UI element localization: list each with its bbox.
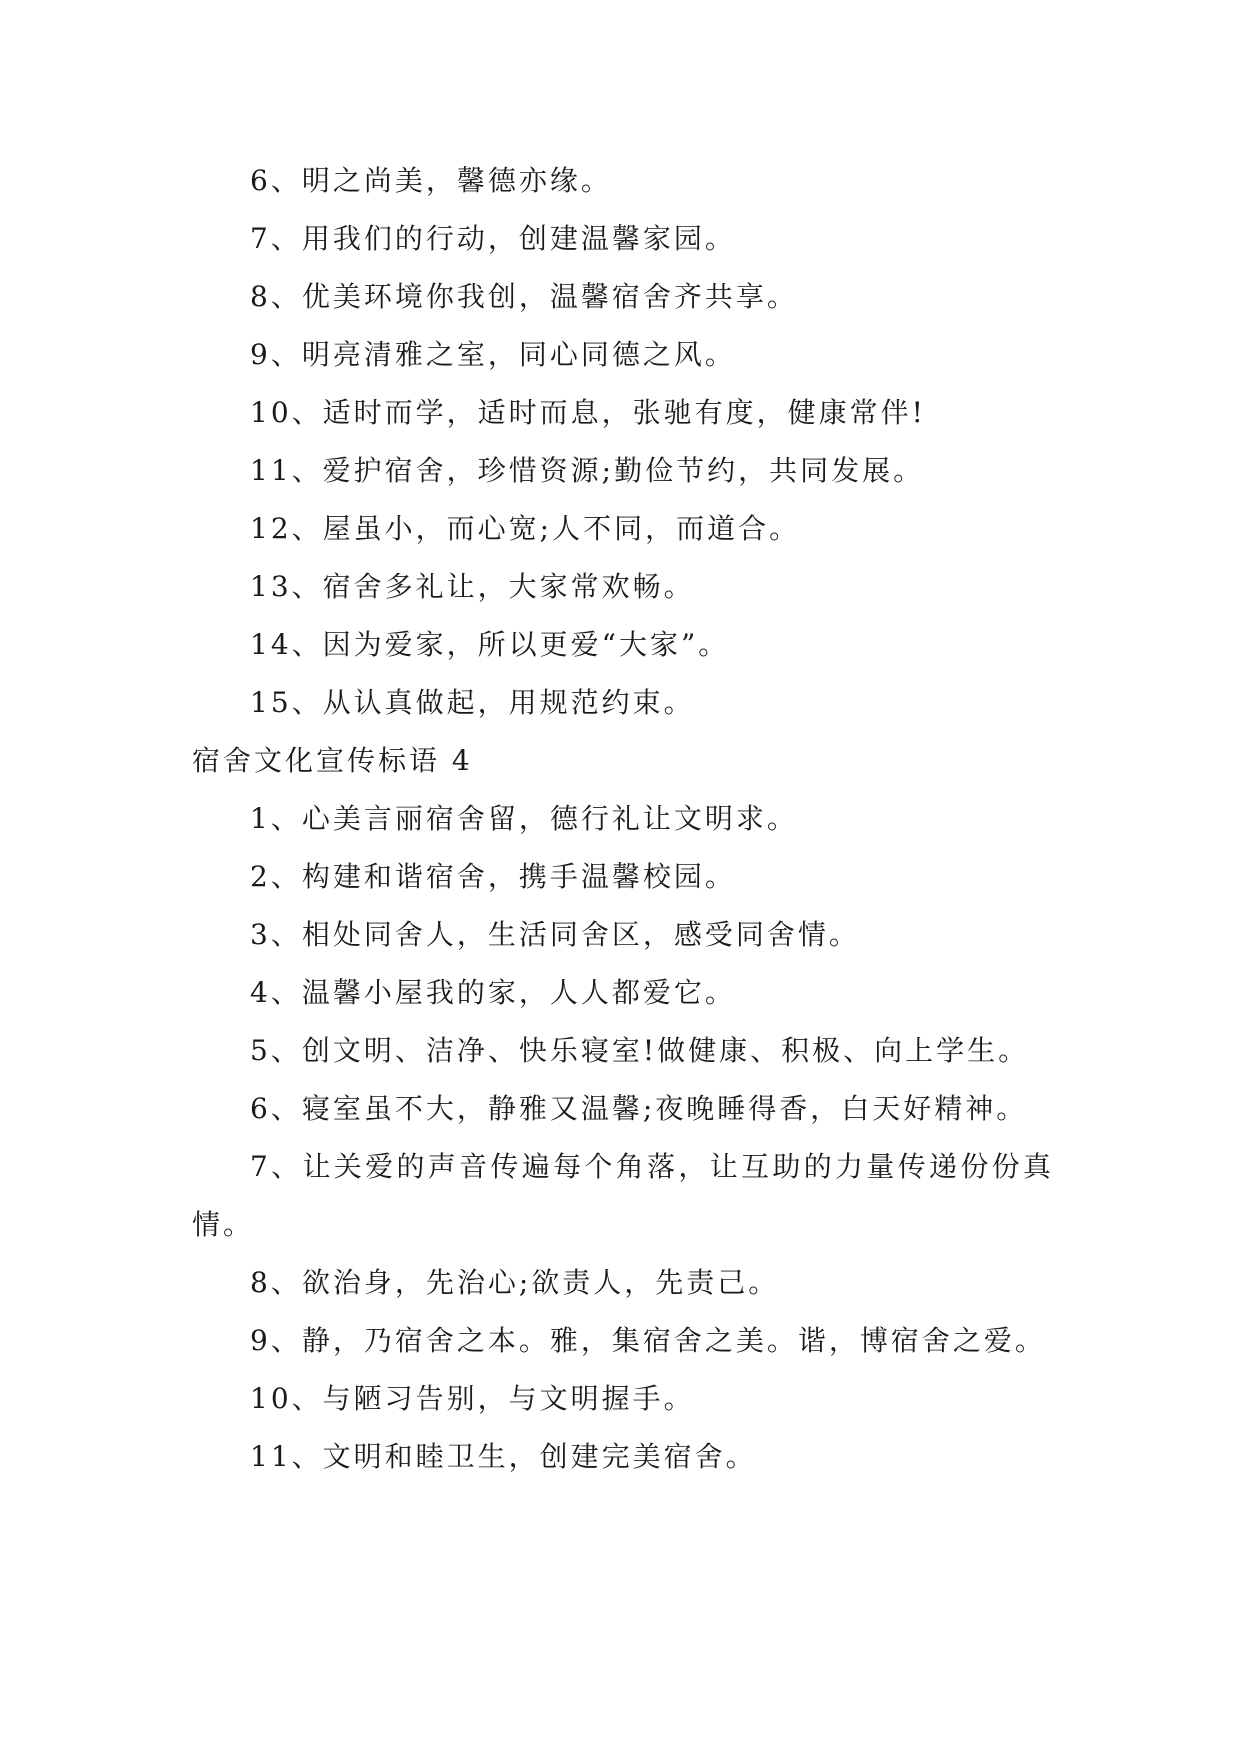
- list-item: 7、用我们的行动，创建温馨家园。: [250, 222, 736, 255]
- list-item: 13、宿舍多礼让，大家常欢畅。: [250, 570, 695, 603]
- list-item: 11、文明和睦卫生，创建完美宿舍。: [250, 1440, 757, 1473]
- list-item: 10、与陋习告别，与文明握手。: [250, 1382, 695, 1415]
- list-item: 11、爱护宿舍，珍惜资源;勤俭节约，共同发展。: [250, 454, 925, 487]
- list-item: 8、欲治身，先治心;欲责人，先责己。: [250, 1266, 780, 1299]
- list-item: 5、创文明、洁净、快乐寝室!做健康、积极、向上学生。: [250, 1034, 1030, 1067]
- list-item: 8、优美环境你我创，温馨宿舍齐共享。: [250, 280, 798, 313]
- list-item-multiline: 7、让关爱的声音传遍每个角落，让互助的力量传递份份真情。: [192, 1150, 1054, 1241]
- list-item: 12、屋虽小，而心宽;人不同，而道合。: [250, 512, 801, 545]
- list-item: 6、明之尚美，馨德亦缘。: [250, 164, 612, 197]
- list-item: 4、温馨小屋我的家，人人都爱它。: [250, 976, 736, 1009]
- document-body: [192, 152, 1054, 1486]
- list-item-multiline: 9、静，乃宿舍之本。雅，集宿舍之美。谐，博宿舍之爱。: [250, 1324, 1046, 1357]
- list-item: 10、适时而学，适时而息，张驰有度，健康常伴!: [250, 396, 926, 429]
- list-item: 15、从认真做起，用规范约束。: [250, 686, 695, 719]
- list-item: 14、因为爱家，所以更爱“大家”。: [250, 628, 730, 661]
- list-item: 3、相处同舍人，生活同舍区，感受同舍情。: [250, 918, 860, 951]
- list-item: 1、心美言丽宿舍留，德行礼让文明求。: [250, 802, 798, 835]
- list-item: 6、寝室虽不大，静雅又温馨;夜晚睡得香，白天好精神。: [250, 1092, 1028, 1125]
- list-item: 2、构建和谐宿舍，携手温馨校园。: [250, 860, 736, 893]
- list-item: 9、明亮清雅之室，同心同德之风。: [250, 338, 736, 371]
- section-heading: 宿舍文化宣传标语 4: [192, 744, 473, 777]
